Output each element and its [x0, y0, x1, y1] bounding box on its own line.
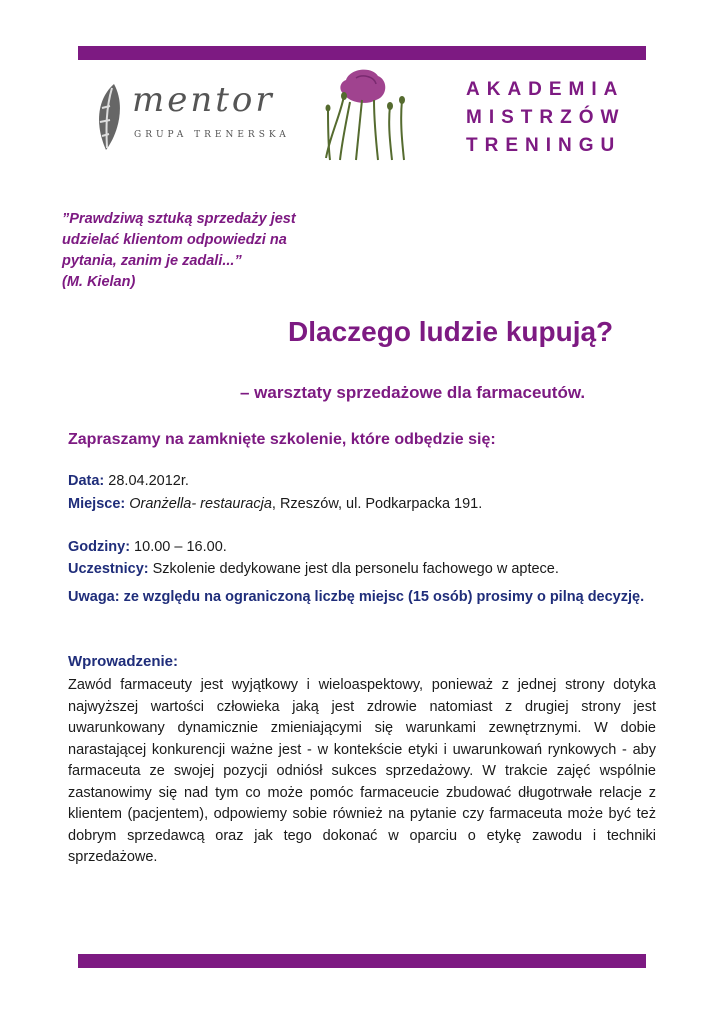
mentor-leaf-icon	[92, 78, 132, 158]
place-label: Miejsce:	[68, 496, 126, 512]
participants-value: Szkolenie dedykowane jest dla personelu fachowego w aptece.	[148, 561, 559, 577]
hours-value: 10.00 – 16.00.	[130, 539, 227, 555]
page-subtitle: – warsztaty sprzedażowe dla farmaceutów.	[240, 383, 586, 402]
place-row	[68, 496, 482, 512]
participants-row	[68, 561, 559, 577]
hours-label: Godziny:	[68, 539, 131, 555]
mentor-logo	[92, 78, 292, 158]
date-value: 28.04.2012r.	[104, 473, 189, 489]
place-address: , Rzeszów, ul. Podkarpacka 191.	[271, 496, 483, 512]
invitation-heading: Zapraszamy na zamknięte szkolenie, które odbędzie się:	[68, 431, 496, 448]
date-row	[68, 473, 189, 489]
quote	[62, 209, 332, 293]
akademia-line-2: MISTRZÓW	[466, 107, 626, 128]
quote-line: udzielać klientom odpowiedzi na	[62, 232, 287, 248]
akademia-line-1: AKADEMIA	[466, 79, 625, 100]
participants-label: Uczestnicy:	[68, 561, 149, 577]
intro-text: Zawód farmaceuty jest wyjątkowy i wieloaspektowy, ponieważ z jednej strony dotyka najwyższej wartości człowieka jaką jest zdrowie natomiast z drugiej strony jest uwarunkowany dynamicznie zmieniającymi się warunkami zewnętrznymi. W dobie narastającej konkurencji ważne jest - w kontekście etyki i uwarunkowań rynkowych - aby farmaceuta ze swojej pozycji odniósł sukces sprzedażowy. W trakcie zajęć wspólnie zastanowimy się nad tym co może pomóc farmaceucie zbudować długotrwałe relacje z klientem (pacjentem), odpowiemy sobie również na pytanie czy farmaceuta może być też dobrym sprzedawcą oraz jak tego dokonać w oparciu o etykę zawodu i techniki sprzedażowe.	[68, 677, 656, 865]
top-bar	[78, 46, 646, 60]
quote-line: pytania, zanim je zadali...”	[62, 253, 242, 269]
intro-label: Wprowadzenie:	[68, 653, 179, 670]
akademia-line-3: TRENINGU	[466, 135, 622, 156]
bottom-bar	[78, 954, 646, 968]
poppy-flowers-icon	[316, 66, 412, 162]
hours-row	[68, 539, 227, 555]
place-venue: Oranżella- restauracja	[125, 496, 272, 512]
quote-author: (M. Kielan)	[62, 274, 136, 290]
notice: Uwaga: ze względu na ograniczoną liczbę miejsc (15 osób) prosimy o pilną decyzję.	[68, 589, 645, 605]
page-title: Dlaczego ludzie kupują?	[288, 316, 614, 347]
logo-word: mentor	[132, 80, 275, 120]
quote-line: ”Prawdziwą sztuką sprzedaży jest	[62, 211, 296, 227]
date-label: Data:	[68, 473, 105, 489]
akademia-heading	[466, 76, 636, 160]
logo-subtitle: GRUPA TRENERSKA	[134, 130, 290, 140]
